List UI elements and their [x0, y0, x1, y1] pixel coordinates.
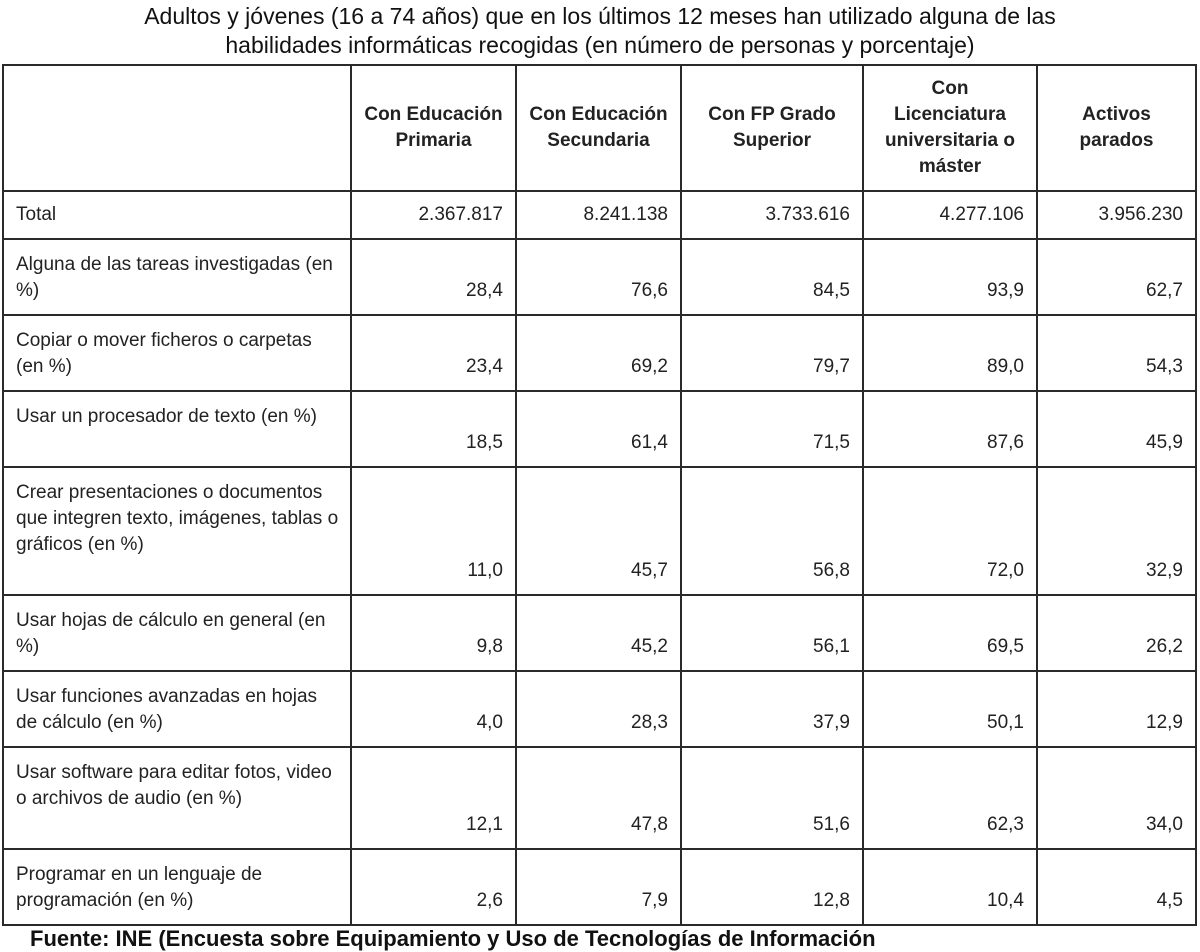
cell-value: 4,5: [1037, 849, 1196, 925]
cell-value: 2.367.817: [351, 191, 516, 239]
row-label: Usar un procesador de texto (en %): [3, 391, 351, 467]
header-activos-parados: Activos parados: [1037, 65, 1196, 191]
cell-value: 47,8: [516, 747, 681, 849]
cell-value: 50,1: [863, 671, 1037, 747]
header-secundaria: Con Educación Secundaria: [516, 65, 681, 191]
table-row: [3, 747, 1196, 849]
source-footnote: Fuente: INE (Encuesta sobre Equipamiento y Uso de Tecnologías de Información: [30, 926, 876, 951]
cell-value: 61,4: [516, 391, 681, 467]
cell-value: 12,1: [351, 747, 516, 849]
table-row: [3, 467, 1196, 595]
cell-value: 12,9: [1037, 671, 1196, 747]
title-line-1: Adultos y jóvenes (16 a 74 años) que en los últimos 12 meses han utilizado alguna de las: [144, 3, 1056, 29]
cell-value: 18,5: [351, 391, 516, 467]
header-licenciatura: Con Licenciatura universitaria o máster: [863, 65, 1037, 191]
cell-value: 54,3: [1037, 315, 1196, 391]
cell-value: 76,6: [516, 239, 681, 315]
cell-value: 28,3: [516, 671, 681, 747]
header-primaria: Con Educación Primaria: [351, 65, 516, 191]
header-row: [3, 65, 1196, 191]
cell-value: 26,2: [1037, 595, 1196, 671]
cell-value: 11,0: [351, 467, 516, 595]
cell-value: 23,4: [351, 315, 516, 391]
table-row: [3, 391, 1196, 467]
table-row: [3, 849, 1196, 925]
row-label: Usar funciones avanzadas en hojas de cálculo (en %): [3, 671, 351, 747]
cell-value: 34,0: [1037, 747, 1196, 849]
cell-value: 10,4: [863, 849, 1037, 925]
cell-value: 89,0: [863, 315, 1037, 391]
cell-value: 8.241.138: [516, 191, 681, 239]
cell-value: 3.956.230: [1037, 191, 1196, 239]
cell-value: 69,5: [863, 595, 1037, 671]
cell-value: 62,3: [863, 747, 1037, 849]
row-label: Usar software para editar fotos, video o archivos de audio (en %): [3, 747, 351, 849]
table-row: [3, 671, 1196, 747]
cell-value: 79,7: [681, 315, 863, 391]
cell-value: 56,1: [681, 595, 863, 671]
cell-value: 51,6: [681, 747, 863, 849]
row-label: Programar en un lenguaje de programación (en %): [3, 849, 351, 925]
cell-value: 12,8: [681, 849, 863, 925]
row-label: Copiar o mover ficheros o carpetas (en %): [3, 315, 351, 391]
table-row: [3, 191, 1196, 239]
cell-value: 71,5: [681, 391, 863, 467]
cell-value: 28,4: [351, 239, 516, 315]
cell-value: 62,7: [1037, 239, 1196, 315]
cell-value: 32,9: [1037, 467, 1196, 595]
row-label: Crear presentaciones o documentos que integren texto, imágenes, tablas o gráficos (en %): [3, 467, 351, 595]
cell-value: 84,5: [681, 239, 863, 315]
cell-value: 93,9: [863, 239, 1037, 315]
cell-value: 7,9: [516, 849, 681, 925]
cell-value: 45,7: [516, 467, 681, 595]
cell-value: 9,8: [351, 595, 516, 671]
cell-value: 37,9: [681, 671, 863, 747]
table-row: [3, 595, 1196, 671]
title-line-2: habilidades informáticas recogidas (en número de personas y porcentaje): [225, 32, 975, 58]
cell-value: 69,2: [516, 315, 681, 391]
cell-value: 2,6: [351, 849, 516, 925]
cell-value: 4.277.106: [863, 191, 1037, 239]
cell-value: 45,2: [516, 595, 681, 671]
row-label: Total: [3, 191, 351, 239]
cell-value: 45,9: [1037, 391, 1196, 467]
header-empty: [3, 65, 351, 191]
cell-value: 56,8: [681, 467, 863, 595]
cell-value: 87,6: [863, 391, 1037, 467]
row-label: Usar hojas de cálculo en general (en %): [3, 595, 351, 671]
cell-value: 4,0: [351, 671, 516, 747]
header-fp-superior: Con FP Grado Superior: [681, 65, 863, 191]
table-row: [3, 315, 1196, 391]
row-label: Alguna de las tareas investigadas (en %): [3, 239, 351, 315]
table-row: [3, 239, 1196, 315]
page-title: [0, 0, 1200, 60]
data-table: [2, 64, 1197, 926]
cell-value: 3.733.616: [681, 191, 863, 239]
cell-value: 72,0: [863, 467, 1037, 595]
